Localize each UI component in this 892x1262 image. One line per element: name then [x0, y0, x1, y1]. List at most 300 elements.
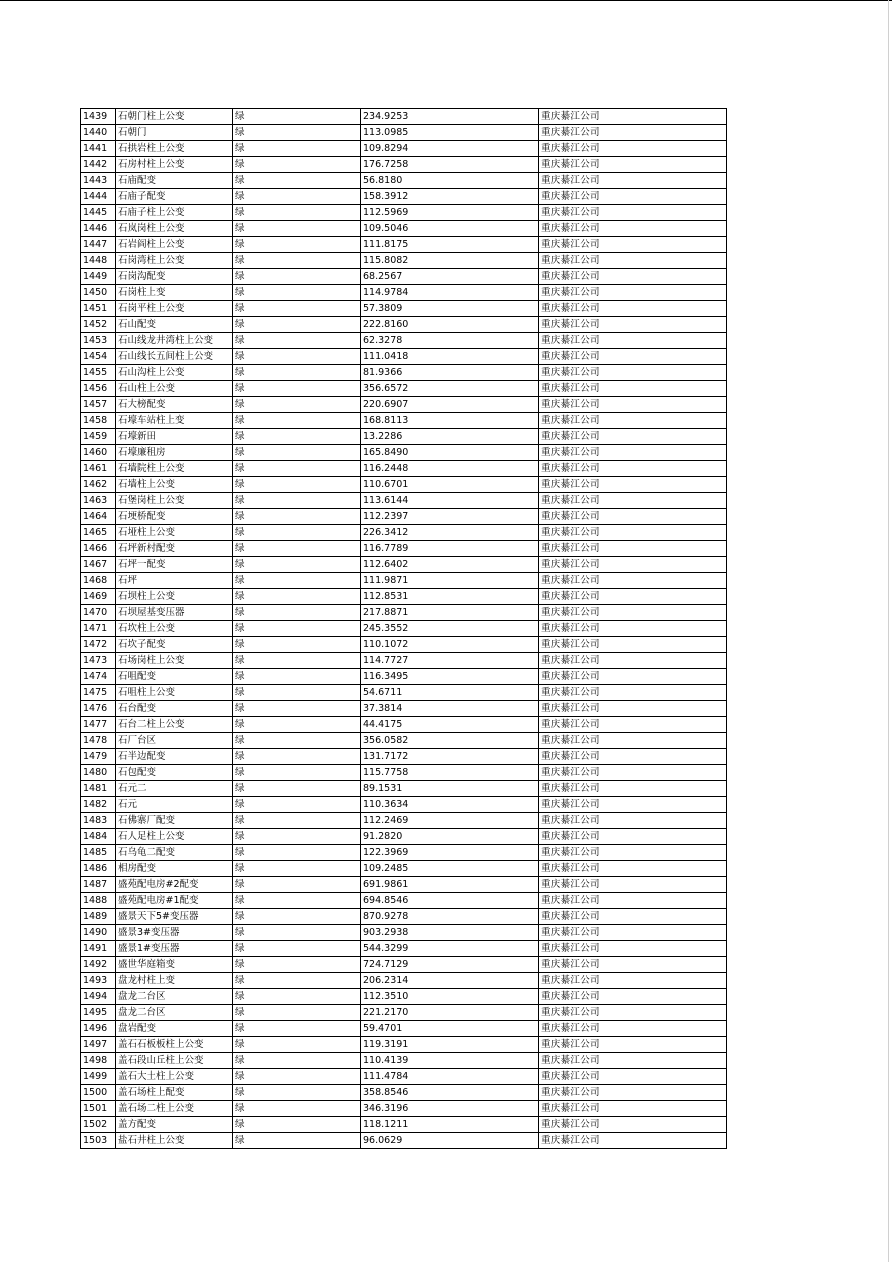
company-cell: 重庆綦江公司: [539, 813, 727, 829]
company-cell: 重庆綦江公司: [539, 189, 727, 205]
value-cell: 89.1531: [361, 781, 539, 797]
row-number-cell: 1452: [81, 317, 116, 333]
transformer-name-cell: 石山沟柱上公变: [116, 365, 233, 381]
status-color-cell: 绿: [233, 429, 361, 445]
company-cell: 重庆綦江公司: [539, 141, 727, 157]
status-color-cell: 绿: [233, 541, 361, 557]
value-cell: 81.9366: [361, 365, 539, 381]
company-cell: 重庆綦江公司: [539, 957, 727, 973]
value-cell: 176.7258: [361, 157, 539, 173]
transformer-name-cell: 相房配变: [116, 861, 233, 877]
status-color-cell: 绿: [233, 621, 361, 637]
company-cell: 重庆綦江公司: [539, 397, 727, 413]
value-cell: 116.7789: [361, 541, 539, 557]
row-number-cell: 1497: [81, 1037, 116, 1053]
row-number-cell: 1457: [81, 397, 116, 413]
table-row: [81, 541, 727, 557]
value-cell: 356.6572: [361, 381, 539, 397]
status-color-cell: 绿: [233, 1085, 361, 1101]
company-cell: 重庆綦江公司: [539, 157, 727, 173]
status-color-cell: 绿: [233, 317, 361, 333]
company-cell: 重庆綦江公司: [539, 1117, 727, 1133]
transformer-name-cell: 盛景天下5#变压器: [116, 909, 233, 925]
transformer-name-cell: 盖石场柱上配变: [116, 1085, 233, 1101]
status-color-cell: 绿: [233, 1069, 361, 1085]
transformer-name-cell: 石台配变: [116, 701, 233, 717]
table-row: [81, 989, 727, 1005]
company-cell: 重庆綦江公司: [539, 109, 727, 125]
value-cell: 110.1072: [361, 637, 539, 653]
row-number-cell: 1465: [81, 525, 116, 541]
value-cell: 114.9784: [361, 285, 539, 301]
transformer-name-cell: 石埂桥配变: [116, 509, 233, 525]
value-cell: 115.8082: [361, 253, 539, 269]
company-cell: 重庆綦江公司: [539, 589, 727, 605]
value-cell: 903.2938: [361, 925, 539, 941]
value-cell: 358.8546: [361, 1085, 539, 1101]
table-row: [81, 461, 727, 477]
status-color-cell: 绿: [233, 1117, 361, 1133]
company-cell: 重庆綦江公司: [539, 845, 727, 861]
company-cell: 重庆綦江公司: [539, 365, 727, 381]
value-cell: 112.5969: [361, 205, 539, 221]
row-number-cell: 1481: [81, 781, 116, 797]
table-row: [81, 173, 727, 189]
row-number-cell: 1439: [81, 109, 116, 125]
transformer-name-cell: 石咀柱上公变: [116, 685, 233, 701]
value-cell: 168.8113: [361, 413, 539, 429]
transformer-name-cell: 石半边配变: [116, 749, 233, 765]
transformer-name-cell: 石房村柱上公变: [116, 157, 233, 173]
row-number-cell: 1495: [81, 1005, 116, 1021]
company-cell: 重庆綦江公司: [539, 317, 727, 333]
status-color-cell: 绿: [233, 173, 361, 189]
row-number-cell: 1489: [81, 909, 116, 925]
status-color-cell: 绿: [233, 861, 361, 877]
transformer-name-cell: 石朝门柱上公变: [116, 109, 233, 125]
row-number-cell: 1488: [81, 893, 116, 909]
table-row: [81, 237, 727, 253]
table-row: [81, 749, 727, 765]
status-color-cell: 绿: [233, 845, 361, 861]
company-cell: 重庆綦江公司: [539, 173, 727, 189]
transformer-name-cell: 石人足柱上公变: [116, 829, 233, 845]
status-color-cell: 绿: [233, 1005, 361, 1021]
data-table: [80, 108, 727, 1149]
transformer-name-cell: 石庙子配变: [116, 189, 233, 205]
table-row: [81, 893, 727, 909]
company-cell: 重庆綦江公司: [539, 669, 727, 685]
company-cell: 重庆綦江公司: [539, 605, 727, 621]
value-cell: 206.2314: [361, 973, 539, 989]
status-color-cell: 绿: [233, 685, 361, 701]
value-cell: 109.8294: [361, 141, 539, 157]
company-cell: 重庆綦江公司: [539, 525, 727, 541]
row-number-cell: 1451: [81, 301, 116, 317]
table-row: [81, 253, 727, 269]
table-row: [81, 621, 727, 637]
status-color-cell: 绿: [233, 509, 361, 525]
status-color-cell: 绿: [233, 349, 361, 365]
company-cell: 重庆綦江公司: [539, 893, 727, 909]
transformer-name-cell: 石咀配变: [116, 669, 233, 685]
table-row: [81, 445, 727, 461]
status-color-cell: 绿: [233, 701, 361, 717]
value-cell: 544.3299: [361, 941, 539, 957]
company-cell: 重庆綦江公司: [539, 269, 727, 285]
transformer-name-cell: 盖石场二柱上公变: [116, 1101, 233, 1117]
status-color-cell: 绿: [233, 1053, 361, 1069]
status-color-cell: 绿: [233, 813, 361, 829]
status-color-cell: 绿: [233, 941, 361, 957]
row-number-cell: 1463: [81, 493, 116, 509]
table-row: [81, 109, 727, 125]
row-number-cell: 1464: [81, 509, 116, 525]
row-number-cell: 1442: [81, 157, 116, 173]
value-cell: 217.8871: [361, 605, 539, 621]
row-number-cell: 1487: [81, 877, 116, 893]
company-cell: 重庆綦江公司: [539, 349, 727, 365]
company-cell: 重庆綦江公司: [539, 445, 727, 461]
table-row: [81, 397, 727, 413]
row-number-cell: 1479: [81, 749, 116, 765]
value-cell: 91.2820: [361, 829, 539, 845]
row-number-cell: 1502: [81, 1117, 116, 1133]
table-row: [81, 1133, 727, 1149]
value-cell: 346.3196: [361, 1101, 539, 1117]
company-cell: 重庆綦江公司: [539, 861, 727, 877]
company-cell: 重庆綦江公司: [539, 493, 727, 509]
status-color-cell: 绿: [233, 557, 361, 573]
page-top-border: [0, 0, 892, 1]
status-color-cell: 绿: [233, 797, 361, 813]
value-cell: 110.6701: [361, 477, 539, 493]
status-color-cell: 绿: [233, 397, 361, 413]
company-cell: 重庆綦江公司: [539, 221, 727, 237]
table-row: [81, 941, 727, 957]
status-color-cell: 绿: [233, 925, 361, 941]
status-color-cell: 绿: [233, 573, 361, 589]
row-number-cell: 1477: [81, 717, 116, 733]
table-row: [81, 813, 727, 829]
row-number-cell: 1494: [81, 989, 116, 1005]
value-cell: 870.9278: [361, 909, 539, 925]
row-number-cell: 1472: [81, 637, 116, 653]
row-number-cell: 1469: [81, 589, 116, 605]
table-row: [81, 493, 727, 509]
table-row: [81, 1117, 727, 1133]
table-row: [81, 973, 727, 989]
transformer-name-cell: 石庙子柱上公变: [116, 205, 233, 221]
status-color-cell: 绿: [233, 669, 361, 685]
value-cell: 122.3969: [361, 845, 539, 861]
table-row: [81, 605, 727, 621]
value-cell: 110.3634: [361, 797, 539, 813]
status-color-cell: 绿: [233, 525, 361, 541]
value-cell: 111.0418: [361, 349, 539, 365]
row-number-cell: 1483: [81, 813, 116, 829]
status-color-cell: 绿: [233, 605, 361, 621]
transformer-name-cell: 石台二柱上公变: [116, 717, 233, 733]
status-color-cell: 绿: [233, 1133, 361, 1149]
value-cell: 62.3278: [361, 333, 539, 349]
value-cell: 112.2397: [361, 509, 539, 525]
transformer-name-cell: 石朝门: [116, 125, 233, 141]
company-cell: 重庆綦江公司: [539, 285, 727, 301]
row-number-cell: 1484: [81, 829, 116, 845]
row-number-cell: 1499: [81, 1069, 116, 1085]
value-cell: 222.8160: [361, 317, 539, 333]
status-color-cell: 绿: [233, 589, 361, 605]
table-row: [81, 669, 727, 685]
table-row: [81, 317, 727, 333]
table-row: [81, 413, 727, 429]
table-row: [81, 1021, 727, 1037]
status-color-cell: 绿: [233, 477, 361, 493]
status-color-cell: 绿: [233, 237, 361, 253]
company-cell: 重庆綦江公司: [539, 333, 727, 349]
transformer-name-cell: 石岗平柱上公变: [116, 301, 233, 317]
company-cell: 重庆綦江公司: [539, 765, 727, 781]
company-cell: 重庆綦江公司: [539, 717, 727, 733]
value-cell: 56.8180: [361, 173, 539, 189]
status-color-cell: 绿: [233, 829, 361, 845]
value-cell: 245.3552: [361, 621, 539, 637]
transformer-name-cell: 石岗沟配变: [116, 269, 233, 285]
transformer-name-cell: 盖石大土柱上公变: [116, 1069, 233, 1085]
status-color-cell: 绿: [233, 157, 361, 173]
company-cell: 重庆綦江公司: [539, 1037, 727, 1053]
row-number-cell: 1496: [81, 1021, 116, 1037]
value-cell: 220.6907: [361, 397, 539, 413]
row-number-cell: 1493: [81, 973, 116, 989]
transformer-name-cell: 石岗湾柱上公变: [116, 253, 233, 269]
value-cell: 113.6144: [361, 493, 539, 509]
company-cell: 重庆綦江公司: [539, 685, 727, 701]
transformer-name-cell: 盛世华庭箱变: [116, 957, 233, 973]
company-cell: 重庆綦江公司: [539, 1133, 727, 1149]
status-color-cell: 绿: [233, 141, 361, 157]
row-number-cell: 1440: [81, 125, 116, 141]
table-row: [81, 189, 727, 205]
row-number-cell: 1486: [81, 861, 116, 877]
company-cell: 重庆綦江公司: [539, 477, 727, 493]
company-cell: 重庆綦江公司: [539, 1085, 727, 1101]
transformer-name-cell: 石元二: [116, 781, 233, 797]
row-number-cell: 1471: [81, 621, 116, 637]
status-color-cell: 绿: [233, 461, 361, 477]
company-cell: 重庆綦江公司: [539, 829, 727, 845]
row-number-cell: 1500: [81, 1085, 116, 1101]
status-color-cell: 绿: [233, 733, 361, 749]
status-color-cell: 绿: [233, 269, 361, 285]
row-number-cell: 1485: [81, 845, 116, 861]
transformer-name-cell: 盐石井柱上公变: [116, 1133, 233, 1149]
table-row: [81, 333, 727, 349]
value-cell: 68.2567: [361, 269, 539, 285]
company-cell: 重庆綦江公司: [539, 509, 727, 525]
table-row: [81, 909, 727, 925]
table-row: [81, 845, 727, 861]
row-number-cell: 1467: [81, 557, 116, 573]
company-cell: 重庆綦江公司: [539, 989, 727, 1005]
company-cell: 重庆綦江公司: [539, 253, 727, 269]
transformer-name-cell: 盘龙二台区: [116, 989, 233, 1005]
value-cell: 116.2448: [361, 461, 539, 477]
row-number-cell: 1480: [81, 765, 116, 781]
transformer-name-cell: 石包配变: [116, 765, 233, 781]
value-cell: 59.4701: [361, 1021, 539, 1037]
value-cell: 356.0582: [361, 733, 539, 749]
table-body: [81, 109, 727, 1149]
company-cell: 重庆綦江公司: [539, 637, 727, 653]
value-cell: 114.7727: [361, 653, 539, 669]
table-row: [81, 509, 727, 525]
row-number-cell: 1468: [81, 573, 116, 589]
value-cell: 131.7172: [361, 749, 539, 765]
company-cell: 重庆綦江公司: [539, 653, 727, 669]
transformer-name-cell: 盛景1#变压器: [116, 941, 233, 957]
status-color-cell: 绿: [233, 125, 361, 141]
transformer-name-cell: 石壕新田: [116, 429, 233, 445]
table-row: [81, 429, 727, 445]
transformer-name-cell: 石大榜配变: [116, 397, 233, 413]
row-number-cell: 1453: [81, 333, 116, 349]
row-number-cell: 1461: [81, 461, 116, 477]
transformer-name-cell: 盛苑配电房#2配变: [116, 877, 233, 893]
transformer-name-cell: 盖石段山丘柱上公变: [116, 1053, 233, 1069]
status-color-cell: 绿: [233, 253, 361, 269]
transformer-name-cell: 石山配变: [116, 317, 233, 333]
table-row: [81, 573, 727, 589]
transformer-name-cell: 盛景3#变压器: [116, 925, 233, 941]
value-cell: 112.2469: [361, 813, 539, 829]
table-row: [81, 1053, 727, 1069]
table-row: [81, 205, 727, 221]
transformer-name-cell: 石山线龙井湾柱上公变: [116, 333, 233, 349]
row-number-cell: 1459: [81, 429, 116, 445]
company-cell: 重庆綦江公司: [539, 973, 727, 989]
table-row: [81, 269, 727, 285]
table-row: [81, 301, 727, 317]
row-number-cell: 1503: [81, 1133, 116, 1149]
table-row: [81, 1005, 727, 1021]
row-number-cell: 1482: [81, 797, 116, 813]
table-row: [81, 477, 727, 493]
transformer-name-cell: 石山线长五间柱上公变: [116, 349, 233, 365]
company-cell: 重庆綦江公司: [539, 1053, 727, 1069]
row-number-cell: 1445: [81, 205, 116, 221]
company-cell: 重庆綦江公司: [539, 797, 727, 813]
transformer-name-cell: 石坝屋基变压器: [116, 605, 233, 621]
table-row: [81, 765, 727, 781]
status-color-cell: 绿: [233, 445, 361, 461]
value-cell: 112.6402: [361, 557, 539, 573]
table-row: [81, 1085, 727, 1101]
company-cell: 重庆綦江公司: [539, 461, 727, 477]
value-cell: 165.8490: [361, 445, 539, 461]
company-cell: 重庆綦江公司: [539, 381, 727, 397]
table-row: [81, 141, 727, 157]
transformer-name-cell: 盘龙村柱上变: [116, 973, 233, 989]
row-number-cell: 1455: [81, 365, 116, 381]
row-number-cell: 1444: [81, 189, 116, 205]
row-number-cell: 1443: [81, 173, 116, 189]
row-number-cell: 1458: [81, 413, 116, 429]
company-cell: 重庆綦江公司: [539, 733, 727, 749]
transformer-name-cell: 石岩阎柱上公变: [116, 237, 233, 253]
value-cell: 158.3912: [361, 189, 539, 205]
table-row: [81, 557, 727, 573]
transformer-name-cell: 石岗柱上变: [116, 285, 233, 301]
transformer-name-cell: 盖方配变: [116, 1117, 233, 1133]
row-number-cell: 1498: [81, 1053, 116, 1069]
row-number-cell: 1449: [81, 269, 116, 285]
value-cell: 694.8546: [361, 893, 539, 909]
transformer-name-cell: 石场岗柱上公变: [116, 653, 233, 669]
transformer-name-cell: 石岚岗柱上公变: [116, 221, 233, 237]
company-cell: 重庆綦江公司: [539, 205, 727, 221]
status-color-cell: 绿: [233, 1021, 361, 1037]
value-cell: 96.0629: [361, 1133, 539, 1149]
row-number-cell: 1460: [81, 445, 116, 461]
value-cell: 234.9253: [361, 109, 539, 125]
status-color-cell: 绿: [233, 285, 361, 301]
transformer-name-cell: 石厂台区: [116, 733, 233, 749]
company-cell: 重庆綦江公司: [539, 749, 727, 765]
value-cell: 37.3814: [361, 701, 539, 717]
value-cell: 111.4784: [361, 1069, 539, 1085]
row-number-cell: 1454: [81, 349, 116, 365]
value-cell: 724.7129: [361, 957, 539, 973]
value-cell: 109.2485: [361, 861, 539, 877]
table-row: [81, 157, 727, 173]
status-color-cell: 绿: [233, 333, 361, 349]
value-cell: 110.4139: [361, 1053, 539, 1069]
status-color-cell: 绿: [233, 221, 361, 237]
transformer-name-cell: 石墙柱上公变: [116, 477, 233, 493]
transformer-name-cell: 石元: [116, 797, 233, 813]
status-color-cell: 绿: [233, 717, 361, 733]
value-cell: 112.3510: [361, 989, 539, 1005]
table-row: [81, 285, 727, 301]
row-number-cell: 1446: [81, 221, 116, 237]
table-row: [81, 733, 727, 749]
value-cell: 118.1211: [361, 1117, 539, 1133]
company-cell: 重庆綦江公司: [539, 413, 727, 429]
value-cell: 116.3495: [361, 669, 539, 685]
transformer-name-cell: 盖石石板板柱上公变: [116, 1037, 233, 1053]
transformer-name-cell: 石坎柱上公变: [116, 621, 233, 637]
value-cell: 119.3191: [361, 1037, 539, 1053]
company-cell: 重庆綦江公司: [539, 301, 727, 317]
table-row: [81, 717, 727, 733]
transformer-name-cell: 盘龙二台区: [116, 1005, 233, 1021]
table-row: [81, 957, 727, 973]
table-row: [81, 221, 727, 237]
company-cell: 重庆綦江公司: [539, 573, 727, 589]
row-number-cell: 1456: [81, 381, 116, 397]
table-row: [81, 701, 727, 717]
status-color-cell: 绿: [233, 765, 361, 781]
status-color-cell: 绿: [233, 381, 361, 397]
transformer-name-cell: 盛苑配电房#1配变: [116, 893, 233, 909]
value-cell: 221.2170: [361, 1005, 539, 1021]
row-number-cell: 1475: [81, 685, 116, 701]
transformer-name-cell: 盘岩配变: [116, 1021, 233, 1037]
row-number-cell: 1478: [81, 733, 116, 749]
row-number-cell: 1462: [81, 477, 116, 493]
